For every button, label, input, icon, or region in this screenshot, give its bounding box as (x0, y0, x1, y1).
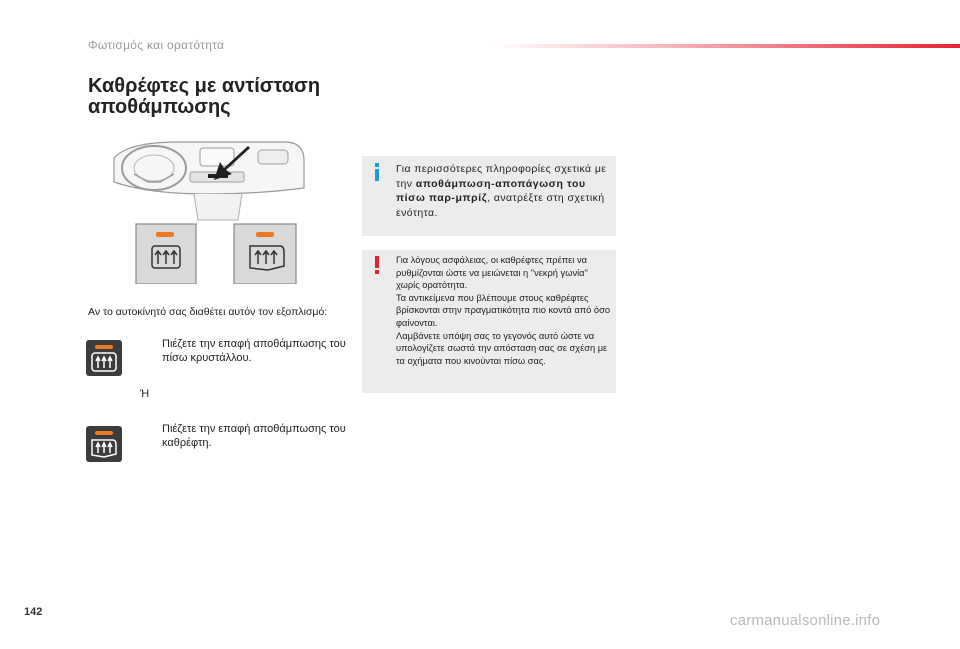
info-text-end: , ανατρέξτε στη σχετική ενότητα. (396, 192, 605, 219)
or-label: Ή (140, 388, 150, 400)
step-2 (144, 422, 354, 450)
warning-icon (372, 256, 382, 274)
intro-text: Αν το αυτοκίνητό σας διαθέτει αυτόν τον εξοπλισμό: (88, 306, 328, 318)
led-indicator (95, 431, 113, 435)
warning-paragraph: Για λόγους ασφάλειας, οι καθρέφτες πρέπει να ρυθμίζονται ώστε να μειώνεται η "νεκρή γωνία" χωρίς ορατότητα. (396, 255, 588, 291)
info-icon (372, 163, 382, 181)
info-text (396, 162, 608, 220)
watermark: carmanualsonline.info (730, 612, 881, 629)
warning-paragraph: Τα αντικείμενα που βλέπουμε στους καθρέφτες βρίσκονται στην πραγματικότητα πιο κοντά από όσο φαίνονται. (396, 292, 610, 328)
page-number: 142 (24, 606, 43, 618)
warning-text (396, 254, 610, 367)
dashboard-illustration (108, 138, 308, 284)
page-title: Καθρέφτες με αντίσταση αποθάμπωσης (88, 75, 321, 118)
info-text-bold: αποθάμπωση-αποπάγωση του πίσω παρ-μπρίζ (396, 177, 586, 204)
header-accent-line (490, 44, 960, 48)
warning-paragraph: Λαμβάνετε υπόψη σας το γεγονός αυτό ώστε να υπολογίζετε σωστά την απόσταση σας σε σχέση με τα οχήματα που κινούνται πίσω σας. (396, 330, 608, 366)
section-header: Φωτισμός και ορατότητα (88, 38, 225, 52)
led-indicator (95, 345, 113, 349)
step-2-text: Πιέζετε την επαφή αποθάμπωσης του καθρέφτη. (162, 423, 346, 449)
step-1 (144, 337, 354, 365)
info-text-start: Για περισσότερες πληροφορίες σχετικά με την (396, 163, 607, 190)
rear-window-defrost-icon (86, 340, 122, 376)
step-1-text: Πιέζετε την επαφή αποθάμπωσης του πίσω κρυστάλλου. (162, 338, 346, 364)
mirror-defrost-icon (86, 426, 122, 462)
